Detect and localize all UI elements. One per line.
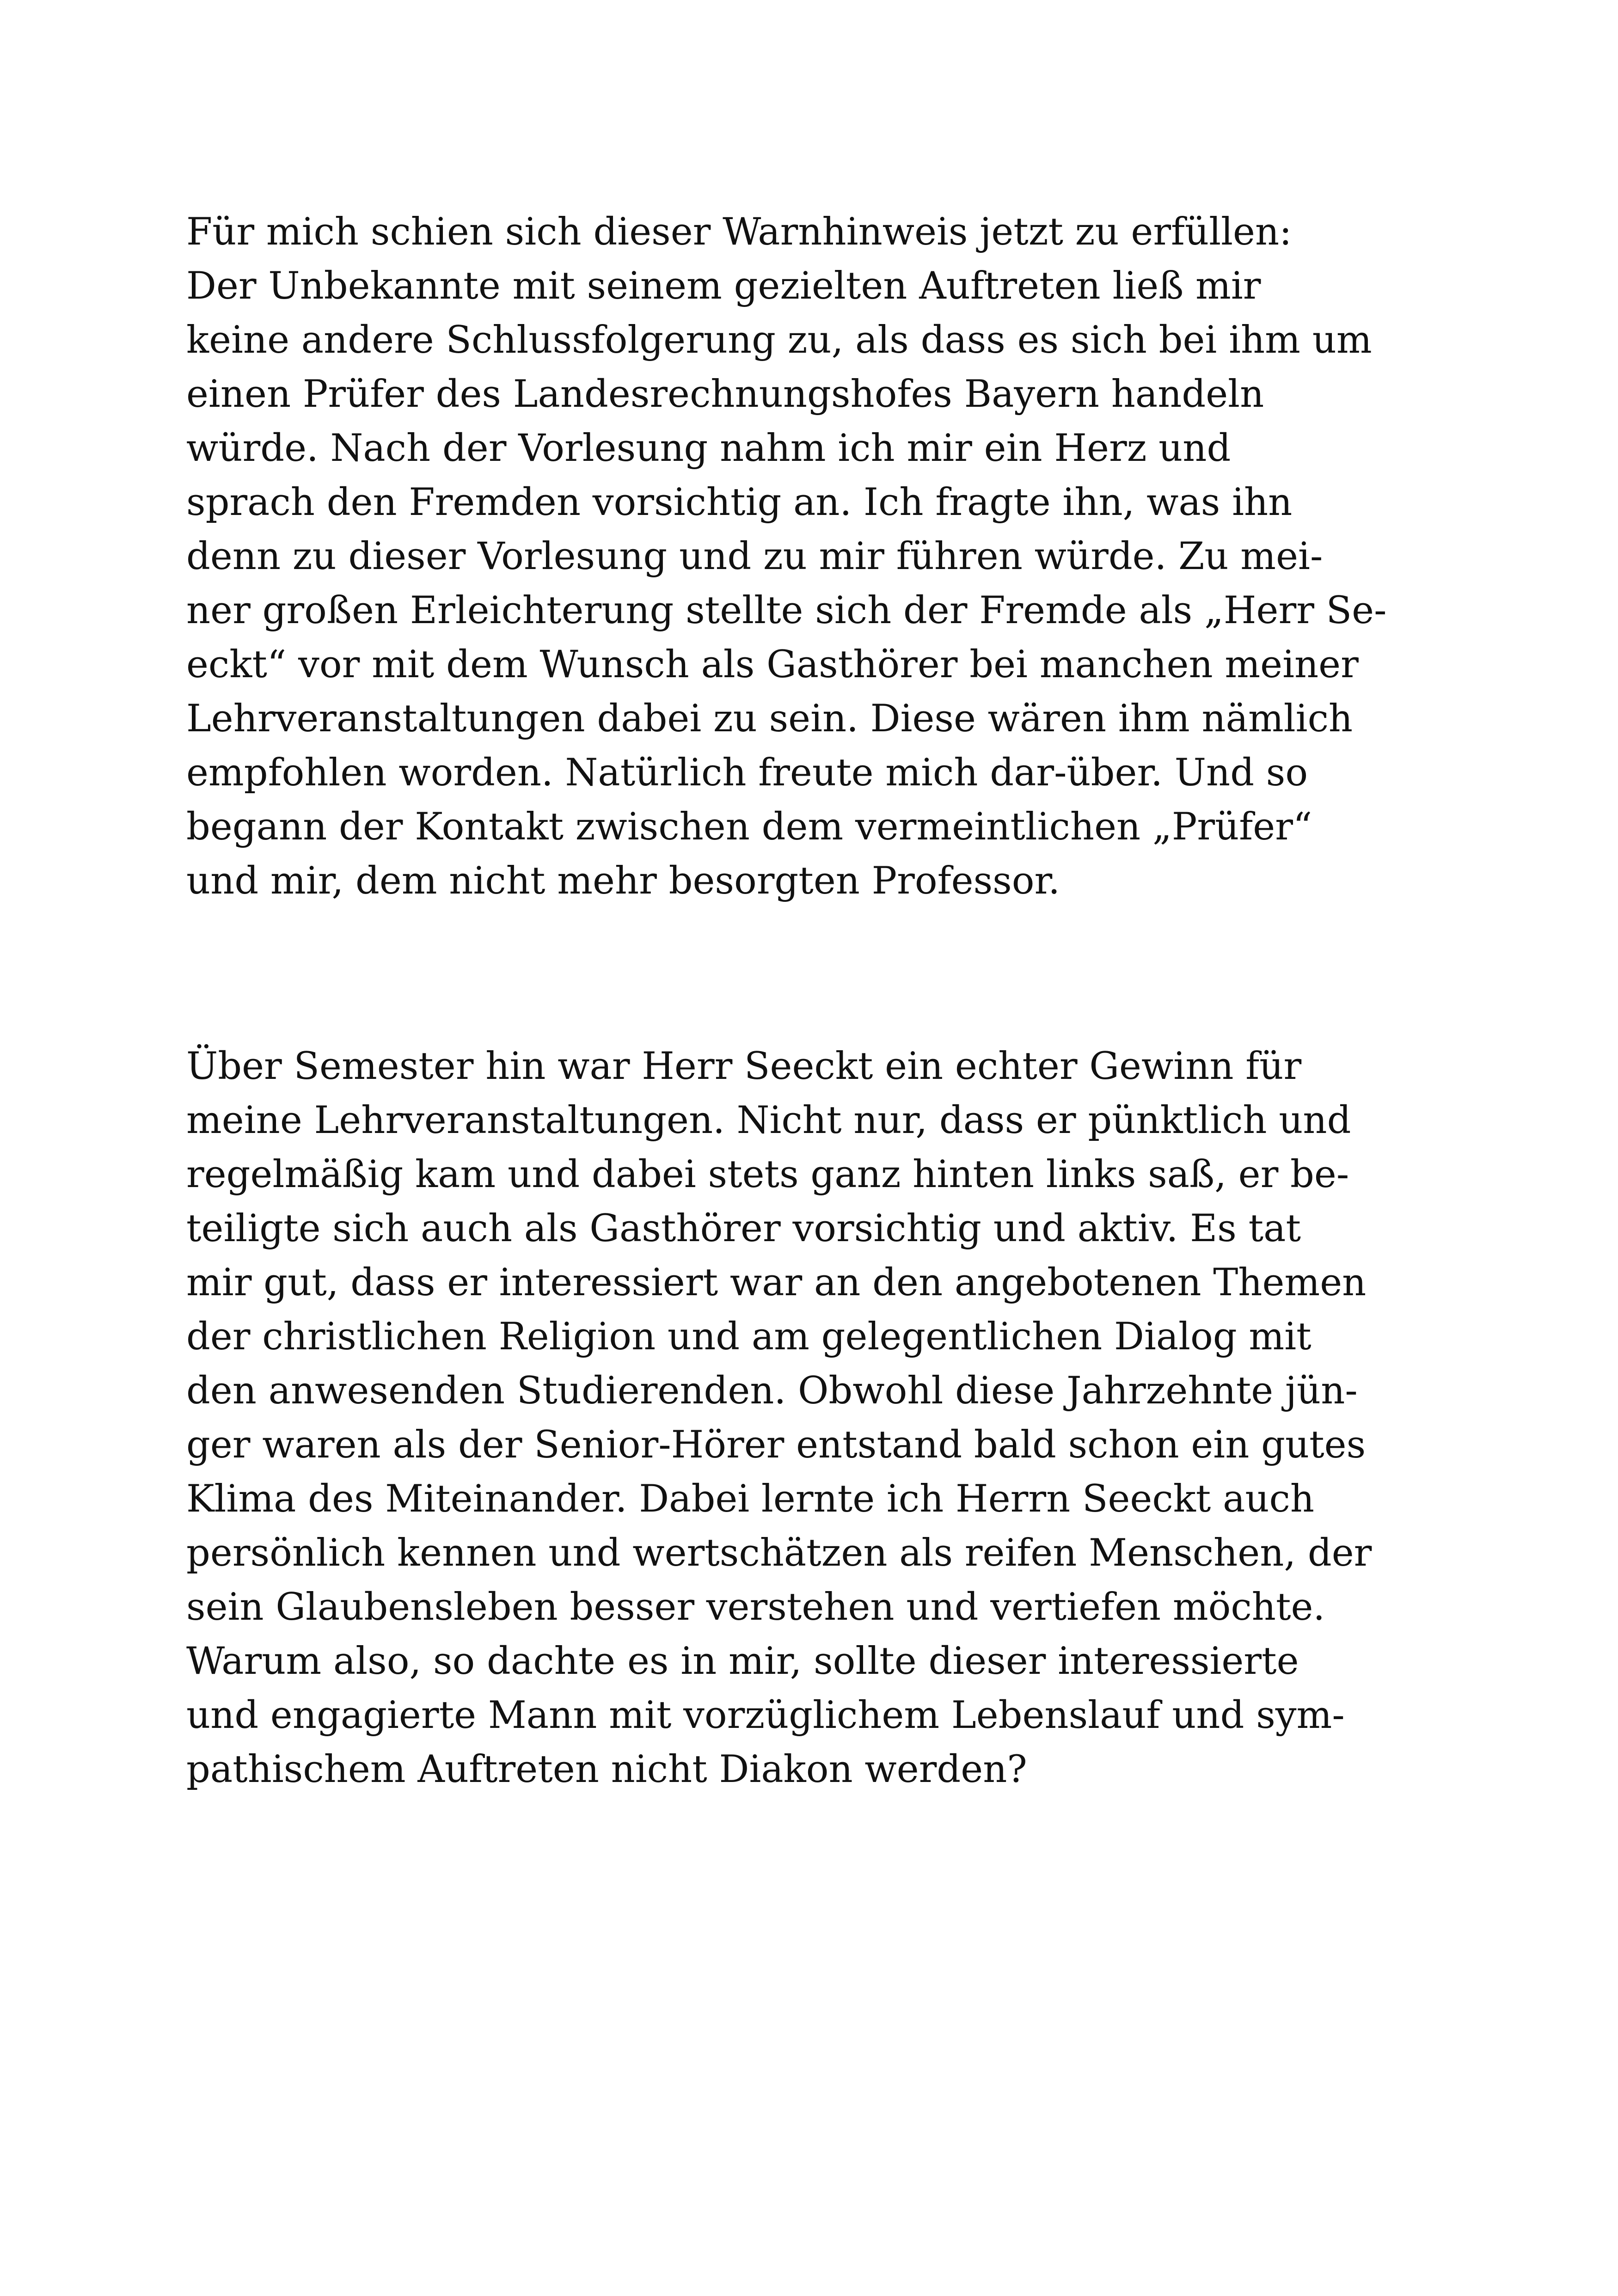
paragraph-line: begann der Kontakt zwischen dem vermeintlichen „Prüfer“	[186, 805, 1312, 849]
paragraph-line: denn zu dieser Vorlesung und zu mir führen würde. Zu mei-	[186, 535, 1323, 578]
paragraph-line: Über Semester hin war Herr Seeckt ein echter Gewinn für	[186, 1045, 1302, 1088]
paragraph-line: der christlichen Religion und am gelegentlichen Dialog mit	[186, 1315, 1312, 1359]
paragraph-line: sprach den Fremden vorsichtig an. Ich fragte ihn, was ihn	[186, 481, 1293, 524]
paragraph-line: teiligte sich auch als Gasthörer vorsichtig und aktiv. Es tat	[186, 1207, 1301, 1250]
paragraph-line: pathischem Auftreten nicht Diakon werden?	[186, 1748, 1027, 1791]
paragraph-line: persönlich kennen und wertschätzen als reifen Menschen, der	[186, 1531, 1372, 1575]
paragraph-line: meine Lehrveranstaltungen. Nicht nur, dass er pünktlich und	[186, 1099, 1351, 1142]
paragraph-line: empfohlen worden. Natürlich freute mich dar-über. Und so	[186, 751, 1308, 795]
paragraph-line: einen Prüfer des Landesrechnungshofes Bayern handeln	[186, 373, 1264, 416]
paragraph-line: ger waren als der Senior-Hörer entstand bald schon ein gutes	[186, 1423, 1366, 1467]
paragraph-1	[186, 205, 1527, 908]
paragraph-line: Der Unbekannte mit seinem gezielten Auftreten ließ mir	[186, 264, 1261, 308]
paragraph-line: ner großen Erleichterung stellte sich der Fremde als „Herr Se-	[186, 589, 1387, 632]
paragraph-line: würde. Nach der Vorlesung nahm ich mir ein Herz und	[186, 427, 1231, 470]
paragraph-line: und mir, dem nicht mehr besorgten Professor.	[186, 859, 1060, 903]
paragraph-line: und engagierte Mann mit vorzüglichem Lebenslauf und sym-	[186, 1694, 1345, 1737]
paragraph-line: Klima des Miteinander. Dabei lernte ich Herrn Seeckt auch	[186, 1477, 1315, 1521]
paragraph-2	[186, 1040, 1527, 1797]
paragraph-line: den anwesenden Studierenden. Obwohl diese Jahrzehnte jün-	[186, 1369, 1358, 1413]
paragraph-line: sein Glaubensleben besser verstehen und vertiefen möchte.	[186, 1586, 1325, 1629]
paragraph-line: Warum also, so dachte es in mir, sollte dieser interessierte	[186, 1640, 1299, 1683]
paragraph-line: regelmäßig kam und dabei stets ganz hinten links saß, er be-	[186, 1153, 1349, 1196]
paragraph-line: keine andere Schlussfolgerung zu, als dass es sich bei ihm um	[186, 318, 1372, 362]
paragraph-line: mir gut, dass er interessiert war an den angebotenen Themen	[186, 1261, 1367, 1304]
paragraph-line: eckt“ vor mit dem Wunsch als Gasthörer bei manchen meiner	[186, 643, 1359, 686]
paragraph-line: Für mich schien sich dieser Warnhinweis jetzt zu erfüllen:	[186, 210, 1292, 254]
paragraph-line: Lehrveranstaltungen dabei zu sein. Diese wären ihm nämlich	[186, 697, 1353, 741]
